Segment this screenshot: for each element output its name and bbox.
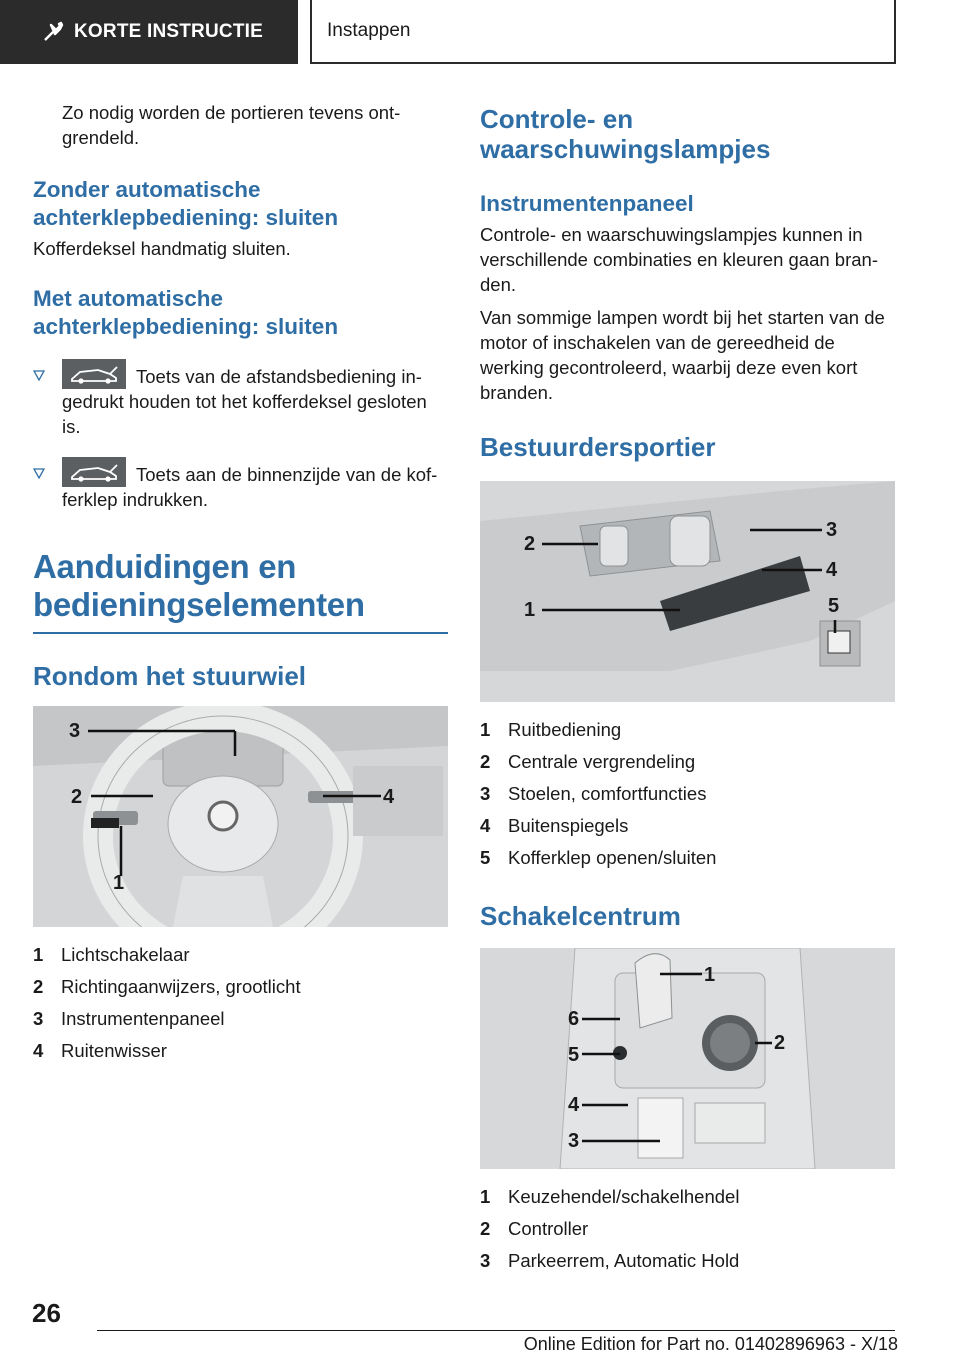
paragraph-zonder: Kofferdeksel handmatig sluiten. — [33, 238, 291, 259]
console-legend — [480, 1181, 895, 1277]
car-tailgate-icon — [62, 457, 126, 487]
legend-row: 3 Stoelen, comfortfuncties — [480, 783, 707, 804]
footer-rule — [97, 1330, 895, 1331]
legend-row: 2 Controller — [480, 1218, 589, 1239]
callout-5: 5 — [568, 1044, 580, 1066]
legend-row: 4 Ruitenwisser — [33, 1040, 167, 1061]
callout-3: 3 — [568, 1130, 580, 1152]
legend-row: 4 Buitenspiegels — [480, 815, 629, 836]
footer-edition: Online Edition for Part no. 01402896963 - X/18 — [523, 1334, 898, 1354]
callout-4: 4 — [568, 1094, 580, 1116]
heading-aanduidingen: Aanduidingen en bedieningselementen — [33, 548, 365, 623]
door-legend — [480, 714, 895, 874]
legend-row: 3 Instrumentenpaneel — [33, 1008, 225, 1029]
section-tab — [0, 0, 298, 64]
center-console-figure — [480, 948, 895, 1169]
callout-3: 3 — [69, 720, 81, 742]
callout-2: 2 — [524, 533, 536, 555]
callout-2: 2 — [774, 1032, 786, 1054]
car-tailgate-icon — [62, 359, 126, 389]
step-1-text: Toets van de afstandsbediening in-gedrukt houden tot het kofferdeksel gesloten is. — [62, 366, 427, 437]
legend-row: 2 Centrale vergrendeling — [480, 751, 696, 772]
heading-schakelcentrum: Schakelcentrum — [480, 901, 681, 931]
right-column — [480, 100, 895, 1277]
triangle-bullet-icon — [33, 457, 62, 485]
section-title: KORTE INSTRUCTIE — [74, 21, 263, 42]
left-column — [33, 100, 448, 1067]
heading-bestuurdersportier: Bestuurdersportier — [480, 432, 716, 462]
callout-4: 4 — [383, 786, 395, 808]
paragraph-startcheck: Van sommige lampen wordt bij het starten van de motor of inschakelen van de gereedheid de werking gecontroleerd, waarbij deze even kort branden. — [480, 307, 885, 403]
heading-controle: Controle- en waarschuwingslampjes — [480, 104, 771, 164]
callout-1: 1 — [524, 599, 536, 621]
step-2 — [33, 457, 448, 512]
subsection-title: Instappen — [327, 20, 411, 41]
step-1 — [33, 359, 448, 439]
door-panel-figure — [480, 481, 895, 702]
step-2-text: Toets aan de binnenzijde van de kof-ferklep indrukken. — [62, 464, 438, 510]
callout-1: 1 — [704, 964, 716, 986]
callout-6: 6 — [568, 1008, 580, 1030]
steering-wheel-figure — [33, 706, 448, 927]
callout-4: 4 — [826, 559, 838, 581]
wrench-icon — [42, 21, 64, 43]
heading-met: Met automatische achterklepbediening: sluiten — [33, 286, 339, 339]
intro-paragraph: Zo nodig worden de portieren tevens ont-grendeld. — [62, 102, 401, 148]
callout-2: 2 — [71, 786, 83, 808]
legend-row: 2 Richtingaanwijzers, grootlicht — [33, 976, 301, 997]
callout-3: 3 — [826, 519, 838, 541]
heading-stuurwiel: Rondom het stuurwiel — [33, 661, 306, 691]
subsection-box — [310, 0, 896, 64]
legend-row: 1 Ruitbediening — [480, 719, 622, 740]
steering-legend — [33, 939, 448, 1067]
triangle-bullet-icon — [33, 359, 62, 387]
callout-5: 5 — [828, 595, 840, 617]
page-number: 26 — [32, 1298, 61, 1328]
paragraph-lampjes: Controle- en waarschuwingslampjes kunnen in verschillende combinaties en kleuren gaan bran-den. — [480, 224, 878, 295]
legend-row: 1 Keuzehendel/schakelhendel — [480, 1186, 740, 1207]
callout-1: 1 — [113, 872, 125, 894]
legend-row: 1 Lichtschakelaar — [33, 944, 190, 965]
legend-row: 3 Parkeerrem, Automatic Hold — [480, 1250, 740, 1271]
heading-instrumentenpaneel: Instrumentenpaneel — [480, 191, 694, 216]
heading-zonder: Zonder automatische achterklepbediening: sluiten — [33, 177, 339, 230]
heading-rule — [33, 632, 448, 634]
legend-row: 5 Kofferklep openen/sluiten — [480, 847, 717, 868]
